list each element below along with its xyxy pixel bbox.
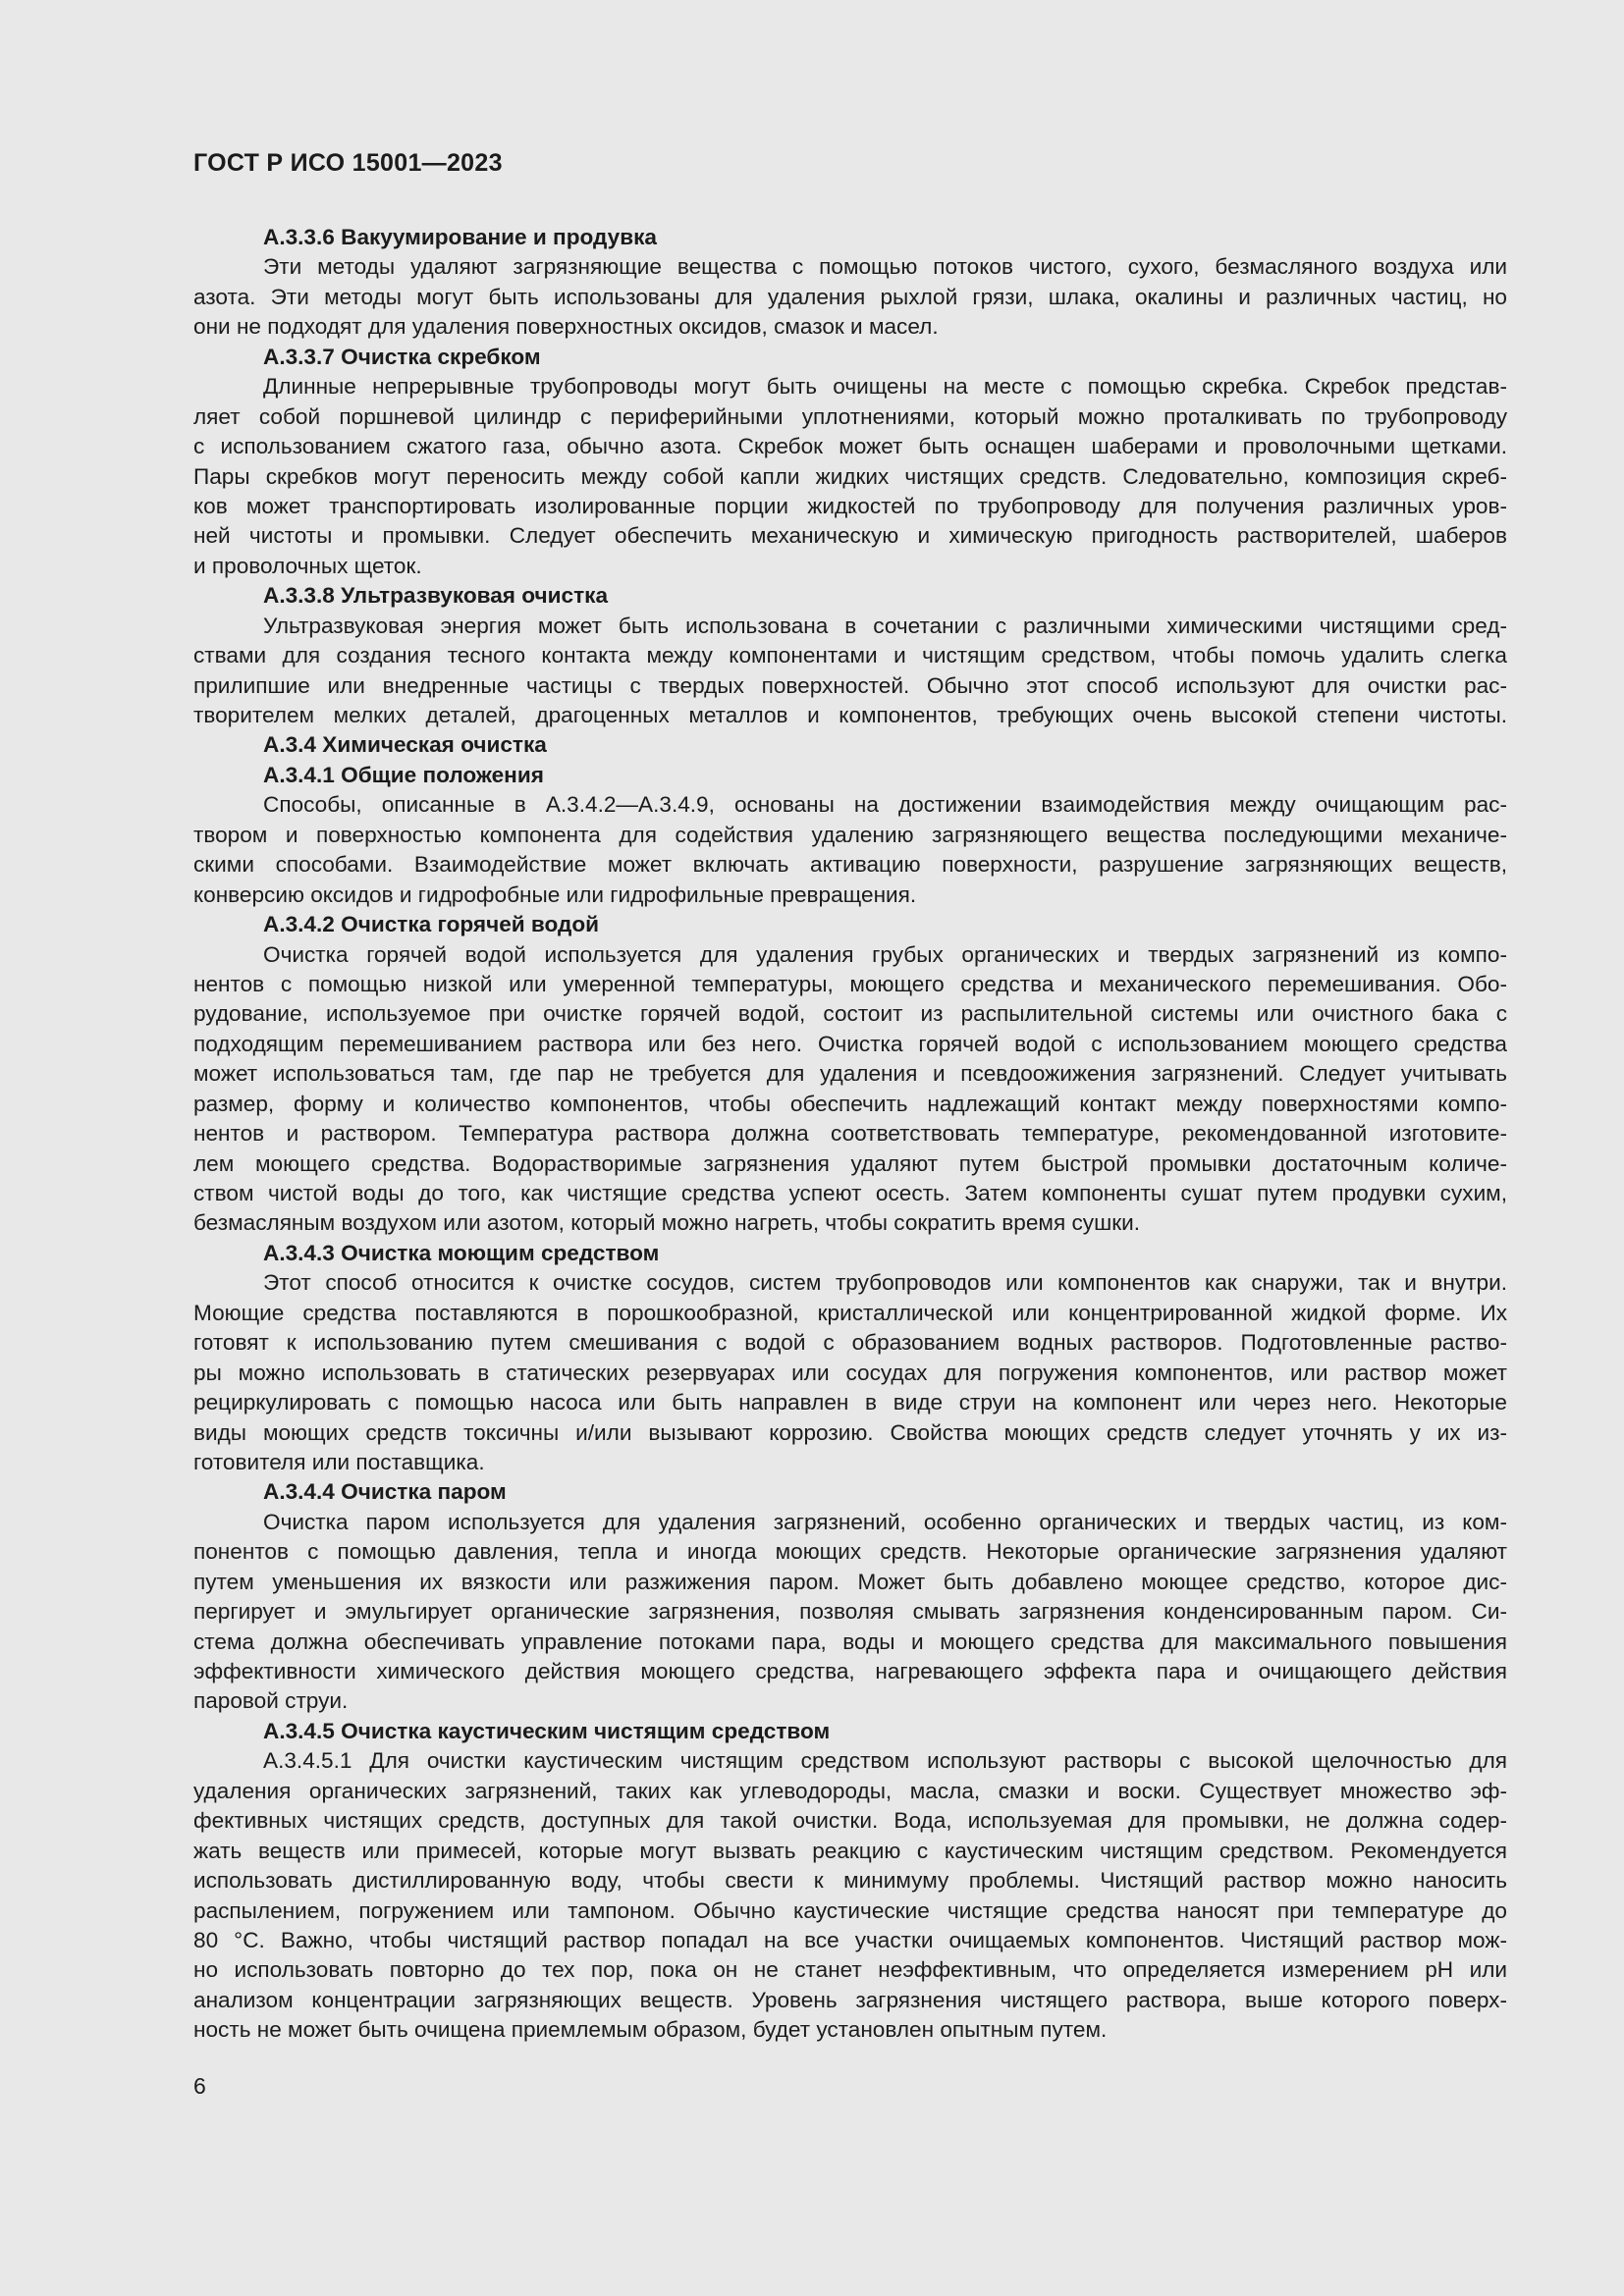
text-line: паровой струи. (193, 1688, 349, 1714)
text-line: Способы, описанные в А.3.4.2—А.3.4.9, основаны на достижении взаимодействия между очищающим рас- (263, 792, 1507, 818)
text-line: виды моющих средств токсичны и/или вызывают коррозию. Свойства моющих средств следует уточнять у их из- (193, 1419, 1507, 1445)
text-line: и проволочных щеток. (193, 553, 422, 578)
section-heading: А.3.4.2 Очистка горячей водой (263, 912, 600, 937)
text-line: Этот способ относится к очистке сосудов, систем трубопроводов или компонентов как снаружи, так и внутри. (263, 1270, 1507, 1296)
text-line: ствами для создания тесного контакта между компонентами и чистящим средством, чтобы помочь удалить слегка (193, 643, 1507, 668)
text-line: рудование, используемое при очистке горячей водой, состоит из распылительной системы или очистного бака с (193, 1001, 1507, 1027)
section-heading: А.3.4 Химическая очистка (263, 732, 547, 758)
text-line: творителем мелких деталей, драгоценных металлов и компонентов, требующих очень высокой степени чистоты. (193, 703, 1507, 727)
text-line: размер, форму и количество компонентов, чтобы обеспечить надлежащий контакт между поверхностями компо- (193, 1091, 1507, 1116)
section-heading: А.3.3.8 Ультразвуковая очистка (263, 583, 609, 609)
text-line: нентов и раствором. Температура раствора должна соответствовать температуре, рекомендованной изготовите- (193, 1121, 1507, 1147)
text-line: ность не может быть очищена приемлемым образом, будет установлен опытным путем. (193, 2017, 1108, 2043)
text-line: готовят к использованию путем смешивания с водой с образованием водных растворов. Подготовленные раство- (193, 1330, 1507, 1356)
text-line: удаления органических загрязнений, таких как углеводороды, масла, смазки и воски. Существует множество эф- (193, 1778, 1507, 1803)
text-line: А.3.4.5.1 Для очистки каустическим чистящим средством используют растворы с высокой щелочностью для (263, 1748, 1507, 1774)
section-heading: А.3.4.4 Очистка паром (263, 1479, 507, 1505)
text-line: Эти методы удаляют загрязняющие вещества с помощью потоков чистого, сухого, безмасляного воздуха или (263, 254, 1507, 280)
text-line: ляет собой поршневой цилиндр с периферийными уплотнениями, который можно проталкивать по трубопроводу (193, 403, 1507, 429)
text-line: Ультразвуковая энергия может быть использована в сочетании с различными химическими чистящими сред- (263, 613, 1507, 638)
section-heading: А.3.4.1 Общие положения (263, 762, 544, 787)
text-line: рециркулировать с помощью насоса или быть направлен в виде струи на компонент или через него. Некоторые (193, 1390, 1507, 1415)
text-line: ков может транспортировать изолированные порции жидкостей по трубопроводу для получения различных уров- (193, 493, 1507, 518)
text-line: конверсию оксидов и гидрофобные или гидрофильные превращения. (193, 881, 917, 907)
text-line: Очистка паром используется для удаления загрязнений, особенно органических и твердых частиц, из ком- (263, 1509, 1507, 1534)
text-line: жать веществ или примесей, которые могут вызвать реакцию с каустическим чистящим средством. Рекомендуется (193, 1838, 1507, 1863)
text-line: понентов с помощью давления, тепла и иногда моющих средств. Некоторые органические загрязнения удаляют (193, 1539, 1507, 1565)
text-line: ры можно использовать в статических резервуарах или сосудах для погружения компонентов, или раствор может (193, 1360, 1507, 1385)
text-line: безмасляным воздухом или азотом, который можно нагреть, чтобы сократить время сушки. (193, 1210, 1140, 1236)
text-line: пергирует и эмульгирует органические загрязнения, позволяя смывать загрязнения конденсированным паром. Си- (193, 1599, 1507, 1625)
text-line: Моющие средства поставляются в порошкообразной, кристаллической или концентрированной жидкой форме. Их (193, 1300, 1507, 1325)
text-line: но использовать повторно до тех пор, пока он не станет неэффективным, что определяется измерением pH или (193, 1957, 1507, 1983)
text-line: стема должна обеспечивать управление потоками пара, воды и моющего средства для максимального повышения (193, 1629, 1507, 1654)
text-line: лем моющего средства. Водорастворимые загрязнения удаляют путем быстрой промывки достаточным количе- (193, 1150, 1507, 1176)
text-line: готовителя или поставщика. (193, 1449, 485, 1474)
text-line: ней чистоты и промывки. Следует обеспечить механическую и химическую пригодность растворителей, шаберов (193, 523, 1507, 549)
text-line: азота. Эти методы могут быть использованы для удаления рыхлой грязи, шлака, окалины и различных частиц, но (193, 284, 1507, 309)
section-heading: А.3.4.5 Очистка каустическим чистящим средством (263, 1718, 831, 1743)
section-heading: А.3.4.3 Очистка моющим средством (263, 1240, 660, 1265)
text-line: может использоваться там, где пар не требуется для удаления и псевдоожижения загрязнений. Следует учитывать (193, 1061, 1507, 1087)
section-heading: А.3.3.6 Вакуумирование и продувка (263, 225, 657, 249)
text-line: нентов с помощью низкой или умеренной температуры, моющего средства и механического перемешивания. Обо- (193, 971, 1507, 996)
document-body (193, 223, 1507, 2046)
text-line: эффективности химического действия моющего средства, нагревающего эффекта пара и очищающего действия (193, 1659, 1507, 1683)
text-line: прилипшие или внедренные частицы с твердых поверхностей. Обычно этот способ используют для очистки рас- (193, 672, 1507, 698)
text-line: Очистка горячей водой используется для удаления грубых органических и твердых загрязнений из компо- (263, 941, 1507, 967)
text-line: ством чистой воды до того, как чистящие средства успеют осесть. Затем компоненты сушат путем продувки сухим, (193, 1181, 1507, 1205)
text-line: скими способами. Взаимодействие может включать активацию поверхности, разрушение загрязняющих веществ, (193, 852, 1507, 878)
page-number: 6 (193, 2073, 206, 2099)
section-heading: А.3.3.7 Очистка скребком (263, 344, 541, 369)
text-line: твором и поверхностью компонента для содействия удалению загрязняющего вещества последующими механиче- (193, 822, 1507, 847)
text-line: подходящим перемешиванием раствора или без него. Очистка горячей водой с использованием моющего средства (193, 1031, 1507, 1056)
text-line: 80 °C. Важно, чтобы чистящий раствор попадал на все участки очищаемых компонентов. Чистящий раствор мож- (193, 1927, 1507, 1952)
text-line: Пары скребков могут переносить между собой капли жидких чистящих средств. Следовательно, композиция скреб- (193, 463, 1507, 489)
page-header-standard-title: ГОСТ Р ИСО 15001—2023 (193, 149, 503, 177)
text-line: фективных чистящих средств, доступных для такой очистки. Вода, используемая для промывки, не должна содер- (193, 1808, 1507, 1834)
text-line: анализом концентрации загрязняющих веществ. Уровень загрязнения чистящего раствора, выше которого поверх- (193, 1987, 1507, 2012)
text-line: распылением, погружением или тампоном. Обычно каустические чистящие средства наносят при температуре до (193, 1897, 1507, 1923)
text-line: с использованием сжатого газа, обычно азота. Скребок может быть оснащен шаберами и проволочными щетками. (193, 434, 1507, 459)
text-line: использовать дистиллированную воду, чтобы свести к минимуму проблемы. Чистящий раствор можно наносить (193, 1868, 1507, 1894)
text-line: путем уменьшения их вязкости или разжижения паром. Может быть добавлено моющее средство, которое дис- (193, 1569, 1507, 1594)
text-line: Длинные непрерывные трубопроводы могут быть очищены на месте с помощью скребка. Скребок представ- (263, 374, 1507, 400)
text-line: они не подходят для удаления поверхностных оксидов, смазок и масел. (193, 314, 939, 340)
